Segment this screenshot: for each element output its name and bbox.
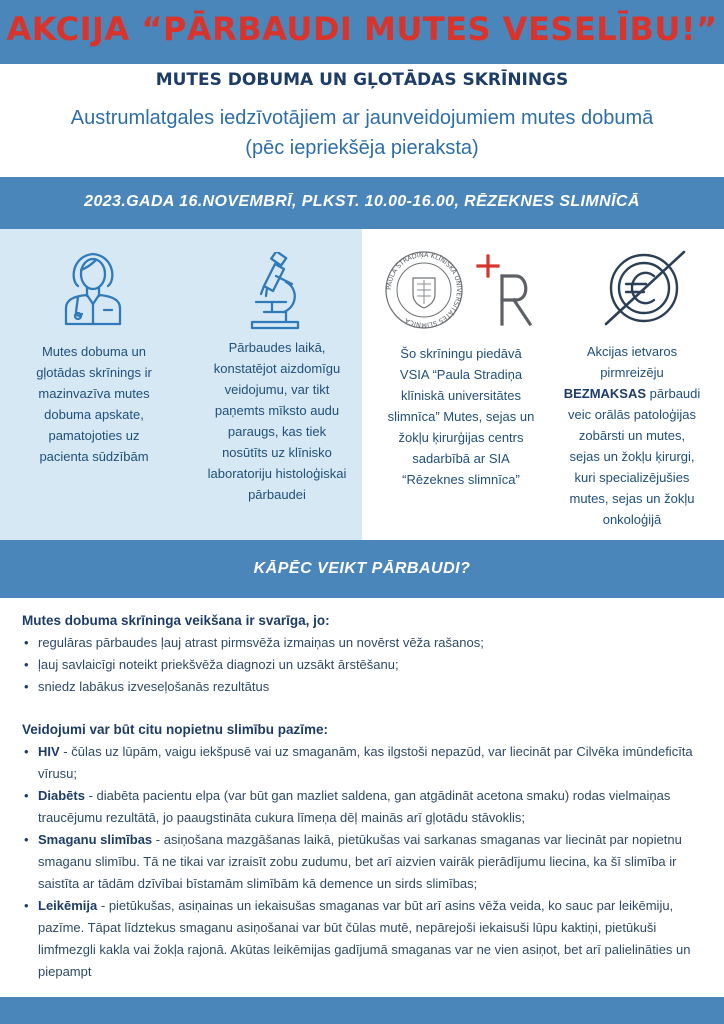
audience-text [0,103,724,163]
info-text-provider: Šo skrīningu piedāvā VSIA “Paula Stradiņa klīniskā universitātes slimnīca” Mutes, sejas un žokļu ķirurģijas centrs sadarbībā ar SIA “Rēzeknes slimnīca” [387,346,535,487]
list-item [22,829,712,895]
info-text-free [562,341,702,530]
diseases-section [22,720,712,983]
campaign-title: AKCIJA “PĀRBAUDI MUTES VESELĪBU!” [6,10,718,48]
list-item: • regulāras pārbaudes ļauj atrast pirmsvēža izmaiņas un novērst vēža rašanos; [22,632,712,654]
footer-band [0,997,724,1024]
disease-text: - asiņošana mazgāšanas laikā, pietūkušas vai sarkanas smaganas var liecināt par nopietnu smaganu slimību. Tā ne tikai var izraisīt zobu zudumu, bet arī aizvien vairāk pierādījumu liecina, ka šī slimība ir saistīta ar tādām dzīvībai bīstamām slimībām kā demence un sirds slimības; [38,832,682,891]
importance-section [22,611,712,698]
list-item: • ļauj savlaicīgi noteikt priekšvēža diagnozi un uzsākt ārstēšanu; [22,654,712,676]
disease-term: HIV [38,744,60,759]
disease-text: - pietūkušas, asiņainas un iekaisušas smaganas var būt arī asins vēža veida, ko sauc par leikēmiju, pazīme. Tāpat līdztekus smaganu asiņošanai var būt čūlas mutē, nepārejoši iekaisuši lūpu kaktiņi, pietūkuši limfmezgli kakla vai žokļa rajonā. Akūtas leikēmijas gadījumā smaganas var ne vien asiņot, bet arī palielināties un piepampt [38,898,691,979]
list-item [22,785,712,829]
list-item [22,895,712,983]
rezekne-hospital-logo [472,254,534,326]
free-text-before: Akcijas ietvaros pirmreizēju [586,344,678,380]
free-text-bold: BEZMAKSAS [563,386,647,401]
disease-term: Leikēmija [38,898,98,913]
audience-line-2: (pēc iepriekšēja pieraksta) [245,137,479,159]
diseases-list [22,741,712,983]
importance-heading: Mutes dobuma skrīninga veikšana ir svarīga, jo: [22,613,330,628]
free-text-after: pārbaudi veic orālās patoloģijas zobārsti un mutes, sejas un žokļu ķirurgi, kuri specializējušies mutes, sejas un žokļu onkoloģijā [568,386,701,527]
microscope-icon [246,252,304,332]
stradins-hospital-seal [384,250,464,330]
disease-text: - diabēta pacientu elpa (var būt gan mazliet saldena, gan atgādināt acetona smaku) rodas vielmaiņas traucējumu rezultātā, jo paaugstināta cukura līmeņa dēļ mainās arī gļotādu stāvoklis; [38,788,671,825]
disease-term: Smaganu slimības [38,832,153,847]
why-banner: KĀPĒC VEIKT PĀRBAUDI? [253,560,471,577]
doctor-icon [60,250,126,326]
disease-text: - čūlas uz lūpām, vaigu iekšpusē vai uz smaganām, kas ilgstoši nepazūd, var liecināt par Cilvēka imūndeficīta vīrusu; [38,744,693,781]
no-euro-icon [602,248,686,328]
disease-term: Diabēts [38,788,85,803]
list-item [22,741,712,785]
date-banner: 2023.GADA 16.NOVEMBRĪ, PLKST. 10.00-16.00, RĒZEKNES SLIMNĪCĀ [84,193,640,210]
audience-line-1: Austrumlatgales iedzīvotājiem ar jaunveidojumiem mutes dobumā [70,107,654,129]
importance-list [22,632,712,698]
info-text-biopsy: Pārbaudes laikā, konstatējot aizdomīgu veidojumu, var tikt paņemts mīksto audu paraugs, kas tiek nosūtīts uz klīnisko laboratoriju histoloģiskai pārbaudei [207,340,347,502]
seal-lettering: PAULA STRADIŅA KLĪNISKĀ UNIVERSITĀTES SLIMNĪCA [384,250,464,330]
screening-subtitle: MUTES DOBUMA UN GĻOTĀDAS SKRĪNINGS [155,70,569,90]
list-item: • sniedz labākus izveseļošanās rezultātus [22,676,712,698]
info-text-screening: Mutes dobuma un gļotādas skrīnings ir mazinvazīva mutes dobuma apskate, pamatojoties uz pacienta sūdzībām [36,344,152,464]
diseases-heading: Veidojumi var būt citu nopietnu slimību pazīme: [22,722,329,737]
